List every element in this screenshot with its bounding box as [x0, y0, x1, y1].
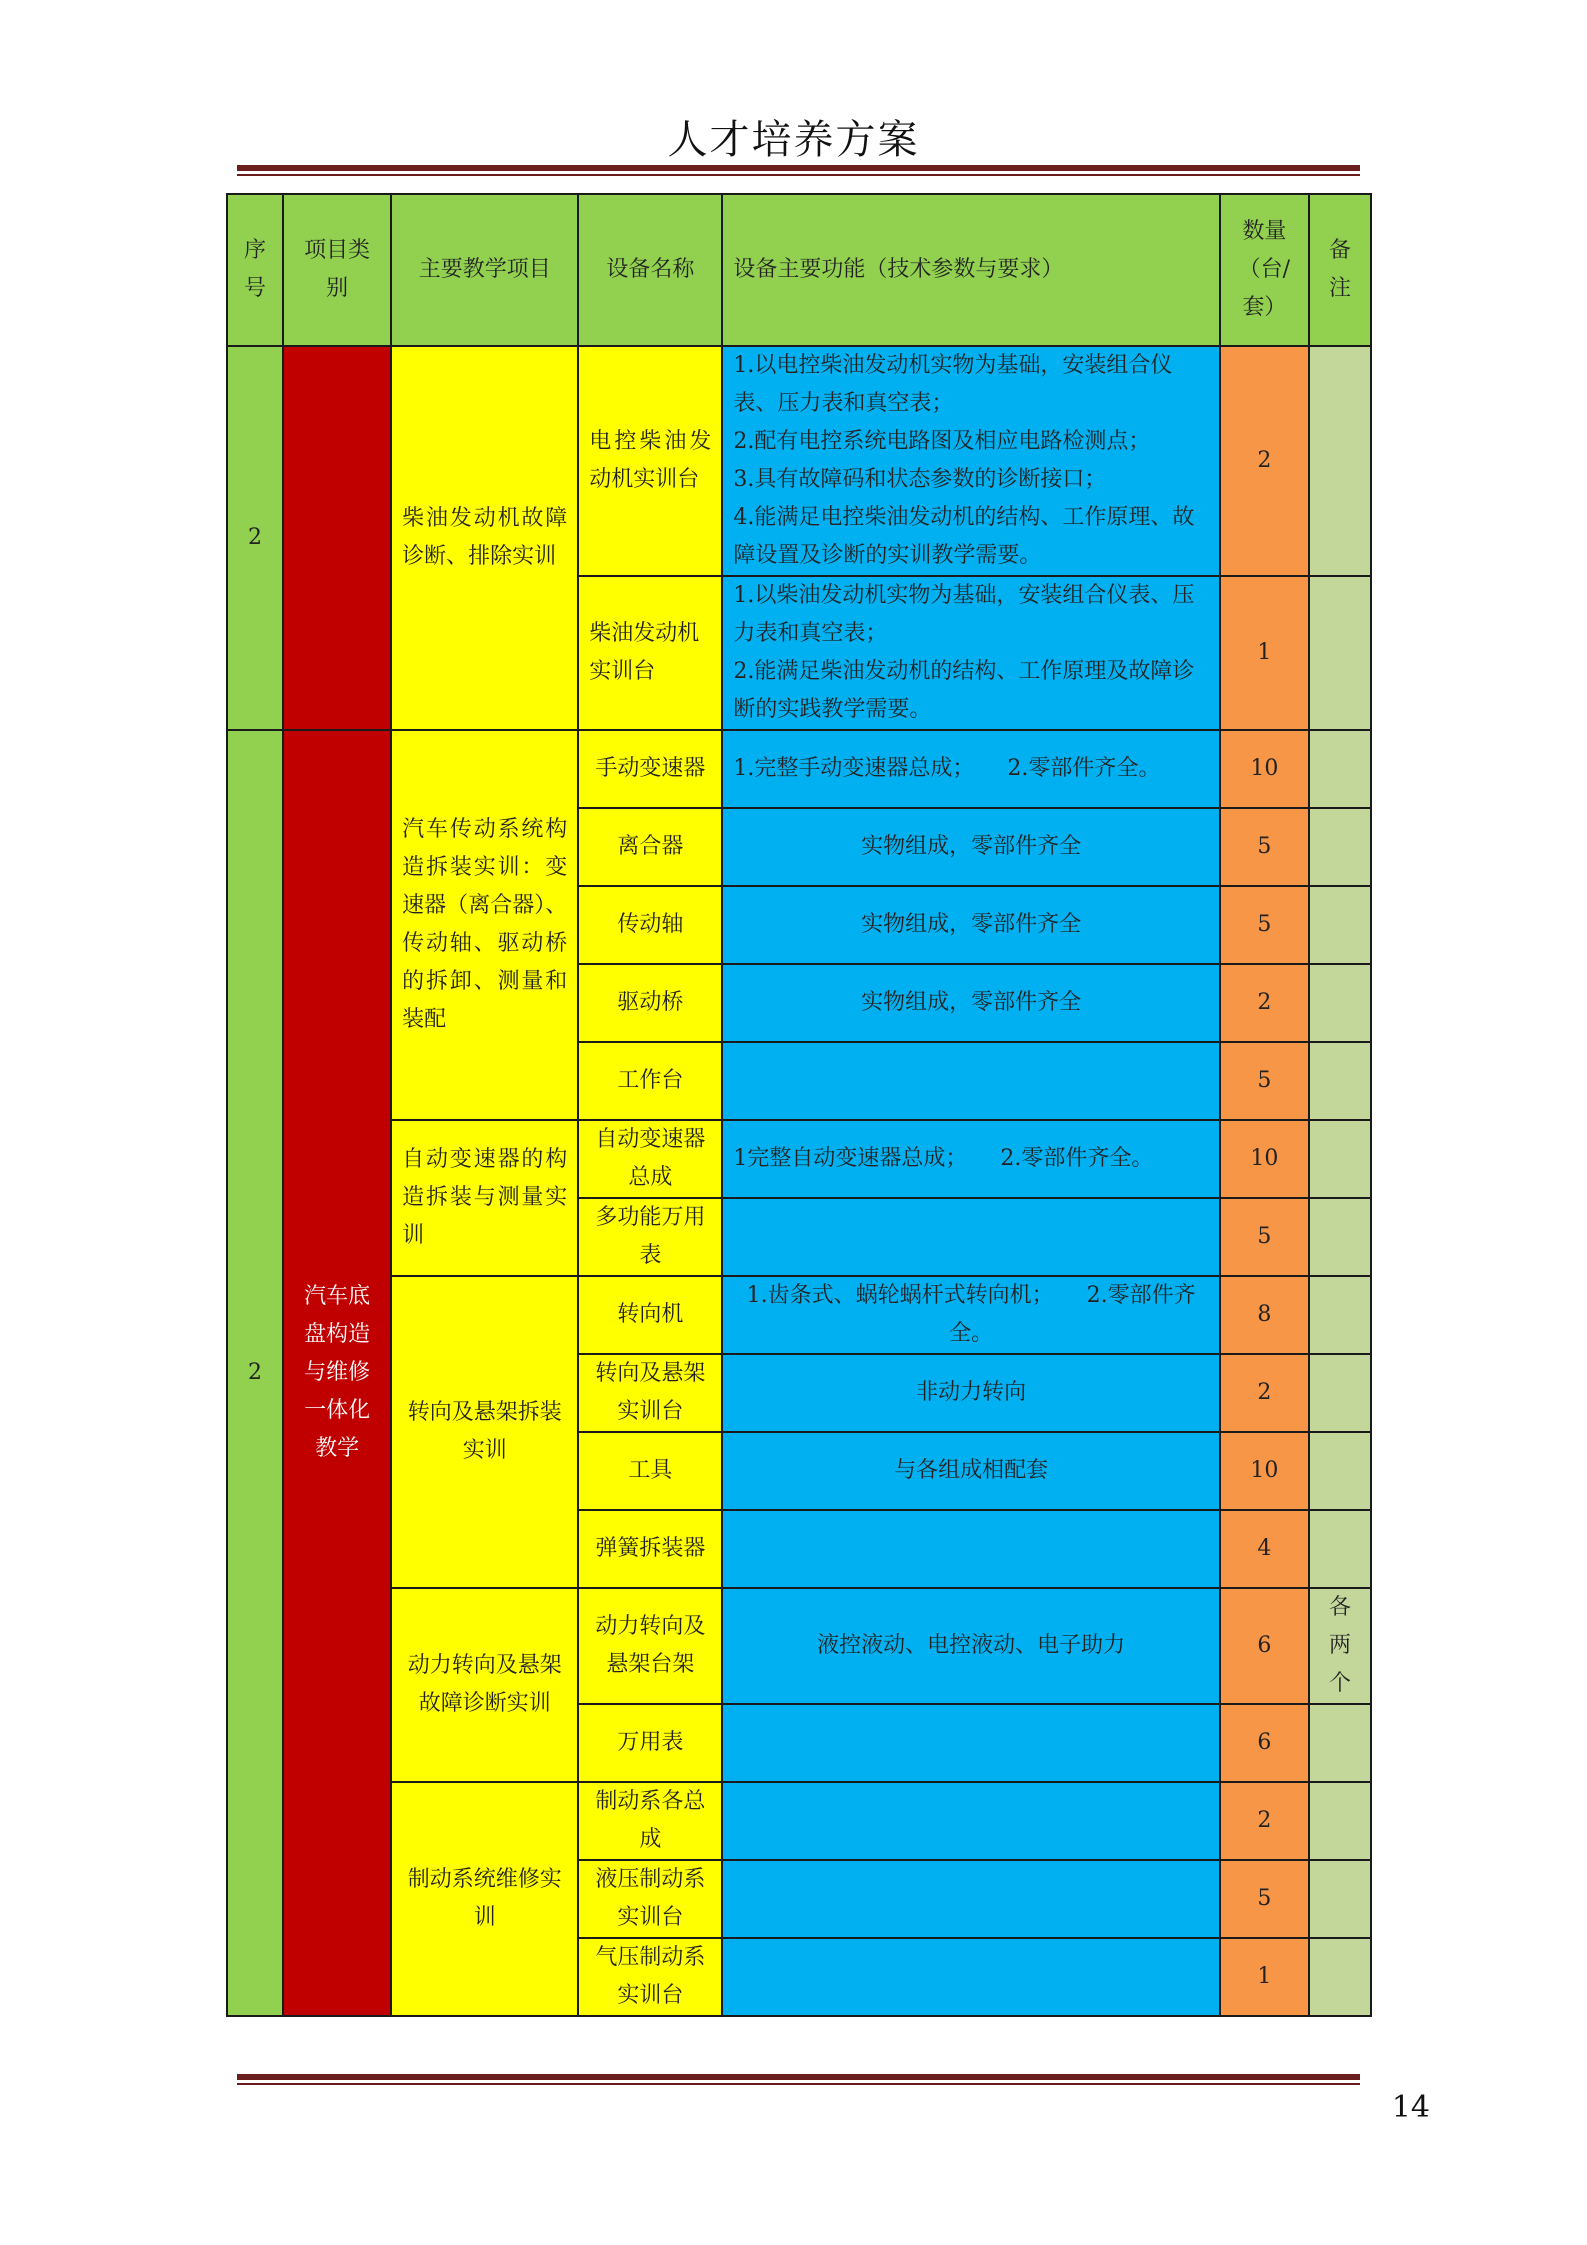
- equipment-cell: 转向机: [578, 1276, 722, 1354]
- equipment-cell: 转向及悬架实训台: [578, 1354, 722, 1432]
- function-cell: 与各组成相配套: [722, 1432, 1219, 1510]
- quantity-cell: 5: [1220, 808, 1309, 886]
- category-cell: 汽车底盘构造与维修一体化教学: [283, 730, 391, 2016]
- function-cell: [722, 1042, 1219, 1120]
- col-header-quantity: 数量（台/套）: [1220, 194, 1309, 346]
- col-header-equipment: 设备名称: [578, 194, 722, 346]
- function-cell: 实物组成，零部件齐全: [722, 964, 1219, 1042]
- equipment-cell: 手动变速器: [578, 730, 722, 808]
- quantity-cell: 6: [1220, 1704, 1309, 1782]
- quantity-cell: 2: [1220, 1354, 1309, 1432]
- project-cell: 制动系统维修实训: [391, 1782, 578, 2016]
- quantity-cell: 6: [1220, 1588, 1309, 1704]
- function-cell: 1完整自动变速器总成； 2.零部件齐全。: [722, 1120, 1219, 1198]
- remark-cell: [1309, 1198, 1371, 1276]
- remark-cell: [1309, 730, 1371, 808]
- remark-cell: [1309, 1120, 1371, 1198]
- equipment-cell: 液压制动系实训台: [578, 1860, 722, 1938]
- function-cell: [722, 1198, 1219, 1276]
- function-cell: 液控液动、电控液动、电子助力: [722, 1588, 1219, 1704]
- table-row: [227, 346, 1371, 576]
- function-cell: [722, 1938, 1219, 2016]
- equipment-cell: 传动轴: [578, 886, 722, 964]
- table-row: [227, 1120, 1371, 1198]
- quantity-cell: 5: [1220, 886, 1309, 964]
- equipment-cell: 气压制动系实训台: [578, 1938, 722, 2016]
- equipment-table: [226, 193, 1372, 2017]
- function-cell: 1.齿条式、蜗轮蜗杆式转向机； 2.零部件齐全。: [722, 1276, 1219, 1354]
- table-row: [227, 1276, 1371, 1354]
- equipment-cell: 柴油发动机实训台: [578, 576, 722, 730]
- equipment-cell: 工具: [578, 1432, 722, 1510]
- project-cell: 汽车传动系统构造拆装实训：变速器（离合器）、传动轴、驱动桥的拆卸、测量和装配: [391, 730, 578, 1120]
- col-header-category: 项目类别: [283, 194, 391, 346]
- table-header-row: [227, 194, 1371, 346]
- remark-cell: [1309, 1782, 1371, 1860]
- quantity-cell: 10: [1220, 1432, 1309, 1510]
- equipment-cell: 多功能万用表: [578, 1198, 722, 1276]
- quantity-cell: 5: [1220, 1198, 1309, 1276]
- quantity-cell: 10: [1220, 1120, 1309, 1198]
- category-cell: [283, 346, 391, 730]
- equipment-cell: 自动变速器总成: [578, 1120, 722, 1198]
- project-cell: 自动变速器的构造拆装与测量实训: [391, 1120, 578, 1276]
- table-row: [227, 1588, 1371, 1704]
- project-cell: 动力转向及悬架故障诊断实训: [391, 1588, 578, 1782]
- equipment-cell: 工作台: [578, 1042, 722, 1120]
- seq-cell: 2: [227, 346, 283, 730]
- remark-cell: [1309, 1938, 1371, 2016]
- remark-cell: [1309, 576, 1371, 730]
- remark-cell: [1309, 1432, 1371, 1510]
- remark-cell: [1309, 1510, 1371, 1588]
- function-cell: 非动力转向: [722, 1354, 1219, 1432]
- equipment-cell: 离合器: [578, 808, 722, 886]
- quantity-cell: 10: [1220, 730, 1309, 808]
- remark-cell: [1309, 1354, 1371, 1432]
- project-cell: 转向及悬架拆装实训: [391, 1276, 578, 1588]
- table-row: [227, 730, 1371, 808]
- col-header-seq: 序号: [227, 194, 283, 346]
- quantity-cell: 5: [1220, 1042, 1309, 1120]
- table-row: [227, 1782, 1371, 1860]
- remark-cell: [1309, 1276, 1371, 1354]
- remark-cell: [1309, 1042, 1371, 1120]
- remark-cell: [1309, 1704, 1371, 1782]
- remark-cell: [1309, 808, 1371, 886]
- function-cell: [722, 1704, 1219, 1782]
- equipment-cell: 驱动桥: [578, 964, 722, 1042]
- col-header-function: 设备主要功能（技术参数与要求）: [722, 194, 1219, 346]
- equipment-cell: 万用表: [578, 1704, 722, 1782]
- remark-cell: 各两个: [1309, 1588, 1371, 1704]
- function-cell: 1.以电控柴油发动机实物为基础，安装组合仪表、压力表和真空表； 2.配有电控系统电路图及相应电路检测点； 3.具有故障码和状态参数的诊断接口； 4.能满足电控柴油发动机的结构、工作原理、故障设置及诊断的实训教学需要。: [722, 346, 1219, 576]
- quantity-cell: 2: [1220, 1782, 1309, 1860]
- function-cell: 实物组成，零部件齐全: [722, 808, 1219, 886]
- equipment-cell: 弹簧拆装器: [578, 1510, 722, 1588]
- seq-cell: 2: [227, 730, 283, 2016]
- quantity-cell: 5: [1220, 1860, 1309, 1938]
- page-header-title: 人才培养方案: [667, 117, 920, 163]
- quantity-cell: 1: [1220, 1938, 1309, 2016]
- quantity-cell: 2: [1220, 346, 1309, 576]
- col-header-project: 主要教学项目: [391, 194, 578, 346]
- equipment-cell: 动力转向及悬架台架: [578, 1588, 722, 1704]
- page-number: 14: [1391, 2090, 1430, 2125]
- remark-cell: [1309, 964, 1371, 1042]
- function-cell: 1.以柴油发动机实物为基础，安装组合仪表、压力表和真空表； 2.能满足柴油发动机的结构、工作原理及故障诊断的实践教学需要。: [722, 576, 1219, 730]
- function-cell: 实物组成，零部件齐全: [722, 886, 1219, 964]
- project-cell: 柴油发动机故障诊断、排除实训: [391, 346, 578, 730]
- quantity-cell: 1: [1220, 576, 1309, 730]
- equipment-cell: 电控柴油发动机实训台: [578, 346, 722, 576]
- quantity-cell: 8: [1220, 1276, 1309, 1354]
- function-cell: [722, 1510, 1219, 1588]
- function-cell: [722, 1860, 1219, 1938]
- footer-rule: [237, 2074, 1360, 2085]
- quantity-cell: 2: [1220, 964, 1309, 1042]
- function-cell: 1.完整手动变速器总成； 2.零部件齐全。: [722, 730, 1219, 808]
- col-header-remark: 备注: [1309, 194, 1371, 346]
- remark-cell: [1309, 1860, 1371, 1938]
- header-rule: [237, 165, 1360, 176]
- equipment-cell: 制动系各总成: [578, 1782, 722, 1860]
- quantity-cell: 4: [1220, 1510, 1309, 1588]
- remark-cell: [1309, 886, 1371, 964]
- function-cell: [722, 1782, 1219, 1860]
- remark-cell: [1309, 346, 1371, 576]
